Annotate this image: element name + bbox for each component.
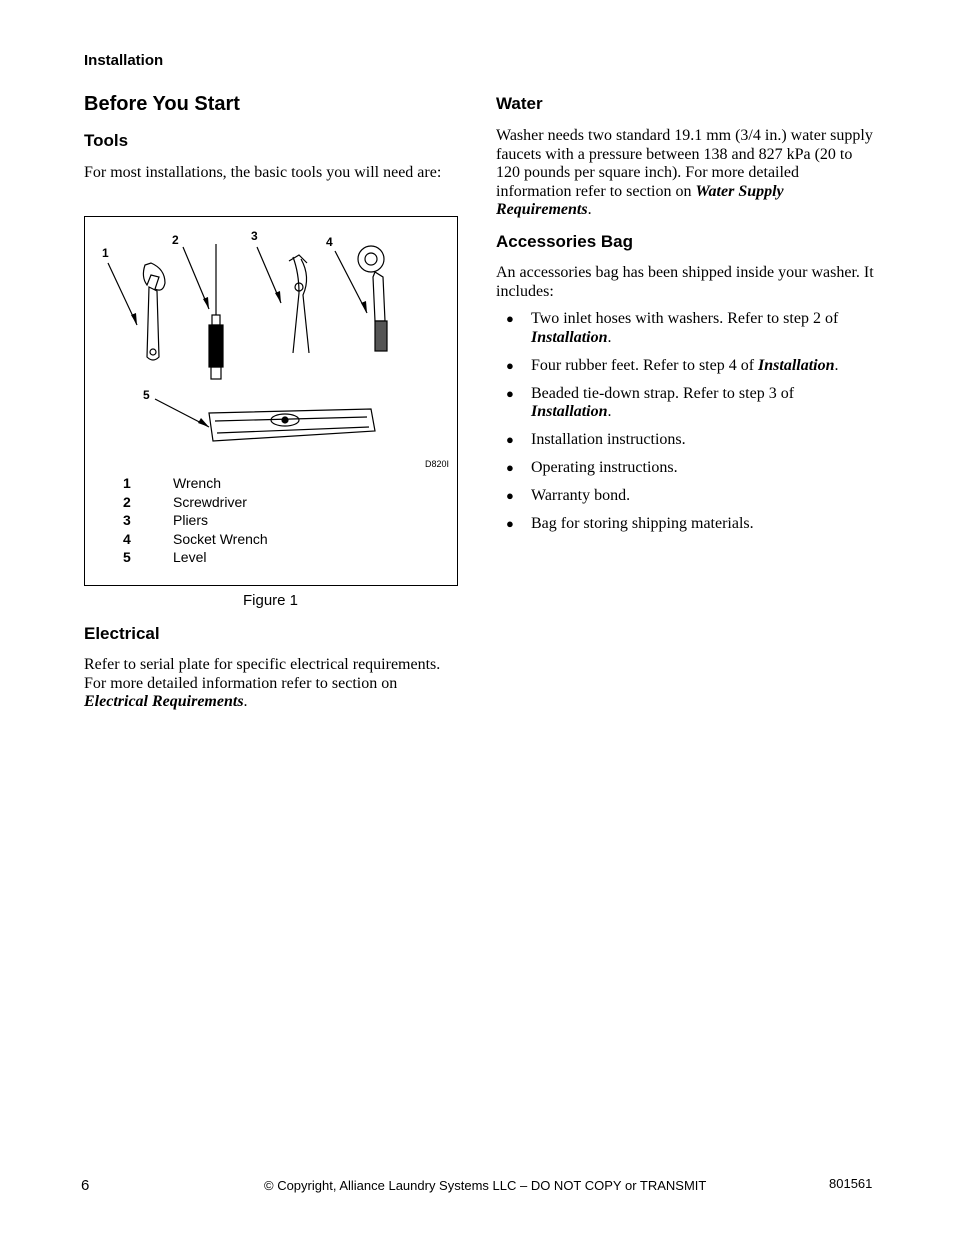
legend-row: 3 Pliers — [123, 512, 209, 529]
tools-heading: Tools — [84, 131, 129, 150]
list-item: ● Warranty bond. — [506, 487, 631, 504]
figure-caption: Figure 1 — [243, 592, 299, 609]
tools-illustration — [85, 217, 457, 457]
water-text: Washer needs two standard 19.1 mm (3/4 in.) water supply faucets with a pressure between 138 and 827 kPa (20 to 120 pounds per square inch). For more detailed information refer to section on Water Supply Requirements. — [496, 127, 873, 218]
copyright-notice: © Copyright, Alliance Laundry Systems LLC – DO NOT COPY or TRANSMIT — [264, 1178, 707, 1193]
accessories-heading: Accessories Bag — [496, 232, 634, 251]
socket-wrench-icon — [358, 246, 387, 351]
callout-5: 5 — [143, 388, 150, 402]
pliers-icon — [289, 255, 309, 353]
list-item: ● Four rubber feet. Refer to step 4 of Installation. — [506, 356, 839, 374]
wrench-icon — [143, 263, 165, 360]
bullet-icon: ● — [506, 432, 514, 447]
accessories-list — [496, 310, 876, 543]
page-title: Before You Start — [84, 93, 240, 115]
bullet-icon: ● — [506, 516, 514, 531]
bullet-icon: ● — [506, 488, 514, 503]
bullet-icon: ● — [506, 357, 514, 373]
legend-row: 4 Socket Wrench — [123, 530, 268, 547]
legend-row: 1 Wrench — [123, 475, 221, 491]
water-supply-requirements-link[interactable]: Water Supply Requirements — [496, 182, 784, 218]
electrical-requirements-link[interactable]: Electrical Requirements — [84, 693, 244, 710]
callout-2: 2 — [172, 233, 179, 247]
page-number: 6 — [81, 1177, 90, 1194]
tools-figure — [84, 216, 458, 586]
screwdriver-icon — [209, 244, 223, 379]
level-icon — [209, 409, 375, 441]
list-item: ● Beaded tie-down strap. Refer to step 3 of Installation. — [506, 384, 795, 420]
bullet-icon: ● — [506, 385, 514, 401]
legend-row: 5 Level — [123, 549, 207, 566]
bullet-icon: ● — [506, 460, 514, 475]
bullet-icon: ● — [506, 311, 514, 326]
installation-link[interactable]: Installation — [531, 403, 608, 420]
list-item: ● Installation instructions. — [506, 431, 686, 448]
figure-legend — [123, 475, 268, 568]
tools-intro: For most installations, the basic tools you will need are: — [84, 164, 442, 181]
electrical-text: Refer to serial plate for specific electrical requirements. For more detailed information refer to section on Electrical Requirements. — [84, 656, 441, 710]
section-label: Installation — [84, 52, 164, 69]
accessories-intro: An accessories bag has been shipped inside your washer. It includes: — [496, 264, 874, 300]
installation-link[interactable]: Installation — [758, 356, 835, 374]
legend-row: 2 Screwdriver — [123, 493, 247, 510]
list-item: ● Two inlet hoses with washers. Refer to step 2 of Installation. — [506, 310, 839, 346]
callout-3: 3 — [251, 229, 258, 243]
drawing-id: D820I — [424, 459, 449, 469]
callout-1: 1 — [102, 246, 109, 260]
water-heading: Water — [496, 94, 543, 113]
document-number: 801561 — [829, 1176, 873, 1191]
list-item: ● Bag for storing shipping materials. — [506, 515, 754, 532]
installation-link[interactable]: Installation — [531, 328, 608, 346]
list-item: ● Operating instructions. — [506, 459, 678, 476]
callout-4: 4 — [326, 235, 333, 249]
electrical-heading: Electrical — [84, 624, 160, 643]
